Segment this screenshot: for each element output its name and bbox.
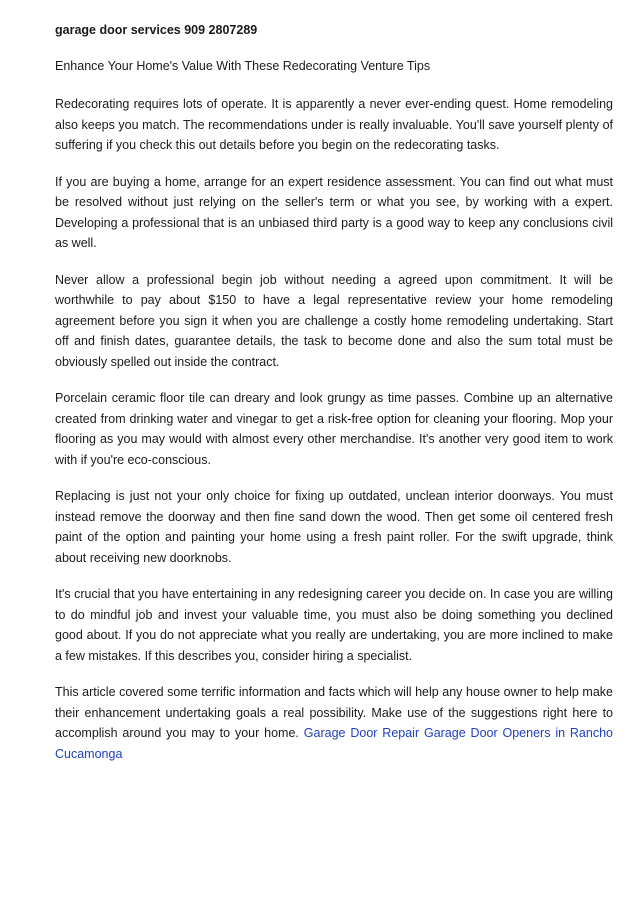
paragraph-intro: Redecorating requires lots of operate. It is apparently a never ever-ending quest. Home remodeling also keeps you match. The recommendations under is really invaluable. You'll save yourself plenty of suffering if you check this out details before you begin on the redecorating tasks. bbox=[55, 97, 613, 152]
paragraph-doorways: Replacing is just not your only choice for fixing up outdated, unclean interior doorways. You must instead remove the doorway and then fine sand down the wood. Then get some oil centered fresh paint of the option and painting your home using a fresh paint roller. For the swift upgrade, think about receiving new doorknobs. bbox=[55, 489, 613, 565]
paragraph-inspection: If you are buying a home, arrange for an expert residence assessment. You can find out what must be resolved without just relying on the seller's term or what you see, by working with a expert. Developing a professional that is an unbiased third party is a good way to keep any conclusions civil as well. bbox=[55, 174, 613, 250]
paragraph-enjoyment: It's crucial that you have entertaining in any redesigning career you decide on. In case you are willing to do mindful job and invest your valuable time, you must also be doing something you declined good about. If you do not appreciate what you really are undertaking, you are more inclined to make a few mistakes. If this describes you, consider hiring a specialist. bbox=[55, 587, 613, 663]
document-page bbox=[55, 22, 613, 780]
document-title: garage door services 909 2807289 bbox=[55, 23, 258, 37]
document-subtitle: Enhance Your Home's Value With These Redecorating Venture Tips bbox=[55, 59, 431, 73]
paragraph-floor-tile: Porcelain ceramic floor tile can dreary and look grungy as time passes. Combine up an alternative created from drinking water and vinegar to get a risk-free option for cleaning your flooring. Mop your flooring as you may would with almost every other merchandise. It's another very good item to work with if you're eco-conscious. bbox=[55, 391, 613, 467]
paragraph-contract: Never allow a professional begin job without needing a agreed upon commitment. It will be worthwhile to pay about $150 to have a legal representative review your home remodeling agreement before you sign it when you are challenge a costly home remodeling undertaking. Start off and finish dates, guarantee details, the task to become done and also the sum total must be obviously spelled out inside the contract. bbox=[55, 272, 613, 369]
garage-door-repair-link[interactable]: Garage Door Repair Garage Door Openers in Rancho Cucamonga bbox=[55, 726, 613, 761]
closing-text: This article covered some terrific information and facts which will help any house owner to help make their enhancement undertaking goals a real possibility. Make use of the suggestions right here to accomplish around you may to your home. bbox=[55, 685, 613, 740]
paragraph-closing bbox=[55, 682, 613, 764]
